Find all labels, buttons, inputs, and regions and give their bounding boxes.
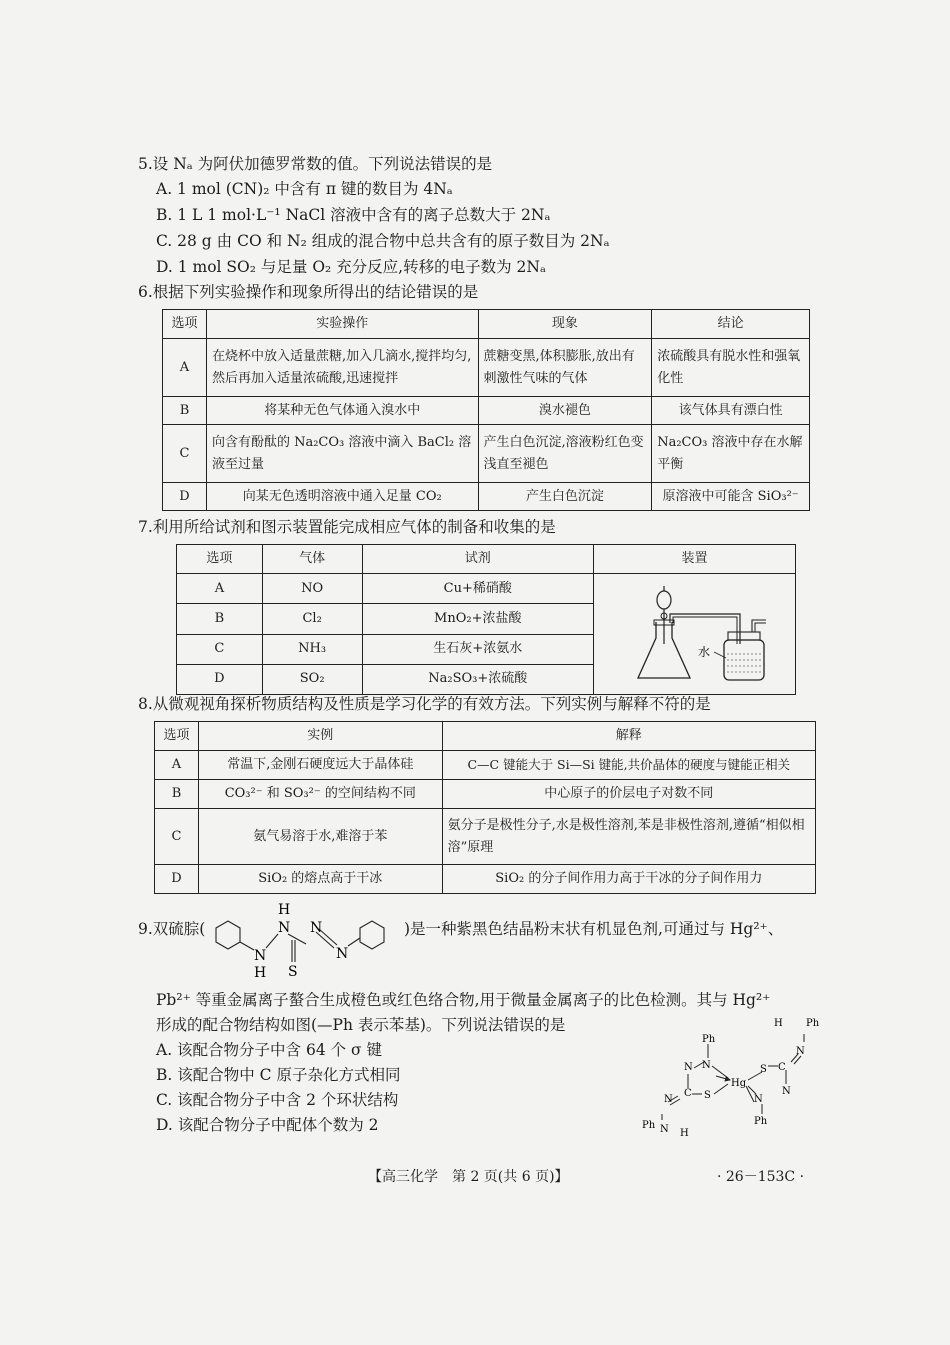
gas-apparatus-diagram xyxy=(594,574,794,686)
table-row xyxy=(177,574,796,604)
q6-stem: 6.根据下列实验操作和现象所得出的结论错误的是 xyxy=(138,283,479,301)
struct-s: S xyxy=(288,964,298,980)
table-row xyxy=(163,483,810,511)
struct-n-1: N xyxy=(278,920,291,936)
s-a: S xyxy=(704,1090,711,1101)
q8-row-a-option: A xyxy=(155,751,199,780)
q9-option-d: D. 该配合物分子中配体个数为 2 xyxy=(156,1116,379,1134)
q8-row-c-example: 氨气易溶于水,难溶于苯 xyxy=(198,809,442,865)
q7-apparatus-cell xyxy=(593,574,795,695)
table-row xyxy=(155,751,816,780)
q5-option-a: A. 1 mol (CN)₂ 中含有 π 键的数目为 4Nₐ xyxy=(156,180,453,198)
funnel-bulb xyxy=(657,591,671,609)
q8-header-example: 实例 xyxy=(198,722,442,751)
q8-stem: 8.从微观视角探析物质结构及性质是学习化学的有效方法。下列实例与解释不符的是 xyxy=(138,695,711,713)
struct-n-3: N xyxy=(254,948,267,964)
struct-n-4: N xyxy=(336,946,349,962)
q6-header-option: 选项 xyxy=(163,310,207,339)
q8-header-row xyxy=(155,722,816,751)
n-c: N xyxy=(754,1094,763,1105)
n-a: N xyxy=(702,1060,711,1071)
q9-option-a: A. 该配合物分子中含 64 个 σ 键 xyxy=(156,1041,383,1059)
q7-row-d-reagent: Na₂SO₃+浓硫酸 xyxy=(362,664,593,694)
q6-row-c-conclusion: Na₂CO₃ 溶液中存在水解平衡 xyxy=(652,425,810,483)
q6-row-d-operation: 向某无色透明溶液中通入足量 CO₂ xyxy=(206,483,478,511)
c-a: C xyxy=(684,1088,692,1099)
q7-row-d-gas: SO₂ xyxy=(262,664,362,694)
q9-option-b: B. 该配合物中 C 原子杂化方式相同 xyxy=(156,1066,401,1084)
q8-header-explanation: 解释 xyxy=(442,722,815,751)
q9-line2: Pb²⁺ 等重金属离子螯合生成橙色或红色络合物,用于微量金属离子的比色检测。其与 Hg²⁺ xyxy=(156,991,771,1009)
q6-row-b-option: B xyxy=(163,397,207,425)
q6-header-row xyxy=(163,310,810,339)
q8-table xyxy=(154,721,816,894)
q6-row-c-operation: 向含有酚酞的 Na₂CO₃ 溶液中滴入 BaCl₂ 溶液至过量 xyxy=(206,425,478,483)
q7-row-c-reagent: 生石灰+浓氨水 xyxy=(362,634,593,664)
hg-atom: Hg xyxy=(731,1078,747,1089)
benzene-ring-left xyxy=(216,921,240,949)
q5-option-d: D. 1 mol SO₂ 与足量 O₂ 充分反应,转移的电子数为 2Nₐ xyxy=(156,258,546,276)
table-row xyxy=(155,780,816,809)
table-row xyxy=(163,339,810,397)
q6-row-b-phenomenon: 溴水褪色 xyxy=(478,397,652,425)
q7-row-a-gas: NO xyxy=(262,574,362,604)
s-b: S xyxy=(760,1064,767,1075)
q7-header-option: 选项 xyxy=(177,545,263,574)
q6-row-b-operation: 将某种无色气体通入溴水中 xyxy=(206,397,478,425)
n-f: N xyxy=(664,1094,673,1105)
q5-option-b: B. 1 L 1 mol·L⁻¹ NaCl 溶液中含有的离子总数大于 2Nₐ xyxy=(156,206,551,224)
q9-option-c: C. 该配合物分子中含 2 个环状结构 xyxy=(156,1091,399,1109)
q6-header-operation: 实验操作 xyxy=(206,310,478,339)
q7-stem: 7.利用所给试剂和图示装置能完成相应气体的制备和收集的是 xyxy=(138,518,556,536)
q6-row-c-phenomenon: 产生白色沉淀,溶液粉红色变浅直至褪色 xyxy=(478,425,652,483)
q6-row-a-option: A xyxy=(163,339,207,397)
q9-stem-end: )是一种紫黑色结晶粉末状有机显色剂,可通过与 Hg²⁺、 xyxy=(404,920,784,938)
q6-row-d-phenomenon: 产生白色沉淀 xyxy=(478,483,652,511)
h-e: H xyxy=(774,1018,783,1029)
n-b: N xyxy=(684,1062,693,1073)
q6-row-a-conclusion: 浓硫酸具有脱水性和强氧化性 xyxy=(652,339,810,397)
q7-row-a-option: A xyxy=(177,574,263,604)
q7-row-d-option: D xyxy=(177,664,263,694)
q6-row-d-option: D xyxy=(163,483,207,511)
q7-header-gas: 气体 xyxy=(262,545,362,574)
q5-stem: 5.设 Nₐ 为阿伏加德罗常数的值。下列说法错误的是 xyxy=(138,155,493,173)
table-row xyxy=(163,425,810,483)
q7-row-b-gas: Cl₂ xyxy=(262,604,362,634)
ph-top: Ph xyxy=(702,1034,716,1045)
c-b: C xyxy=(778,1062,786,1073)
q8-row-b-example: CO₃²⁻ 和 SO₃²⁻ 的空间结构不同 xyxy=(198,780,442,809)
table-row xyxy=(155,809,816,865)
q7-table xyxy=(176,544,796,695)
exam-code: · 26－153C · xyxy=(717,1169,805,1185)
q8-row-b-option: B xyxy=(155,780,199,809)
q8-row-c-option: C xyxy=(155,809,199,865)
hg-complex-structure xyxy=(636,1014,836,1138)
q6-row-a-phenomenon: 蔗糖变黑,体积膨胀,放出有刺激性气味的气体 xyxy=(478,339,652,397)
q6-header-phenomenon: 现象 xyxy=(478,310,652,339)
q8-row-b-explanation: 中心原子的价层电子对数不同 xyxy=(442,780,815,809)
water-level xyxy=(727,654,761,672)
dithizone-structure xyxy=(206,900,406,982)
q6-row-d-conclusion: 原溶液中可能含 SiO₃²⁻ xyxy=(652,483,810,511)
q8-row-d-explanation: SiO₂ 的分子间作用力高于干冰的分子间作用力 xyxy=(442,865,815,894)
q7-header-apparatus: 装置 xyxy=(593,545,795,574)
q8-row-d-example: SiO₂ 的熔点高于干冰 xyxy=(198,865,442,894)
struct-h-top: H xyxy=(278,902,291,918)
q6-row-b-conclusion: 该气体具有漂白性 xyxy=(652,397,810,425)
q6-table xyxy=(162,309,810,511)
q8-row-d-option: D xyxy=(155,865,199,894)
q6-row-c-option: C xyxy=(163,425,207,483)
q7-header-row xyxy=(177,545,796,574)
q7-header-reagent: 试剂 xyxy=(362,545,593,574)
q7-row-c-gas: NH₃ xyxy=(262,634,362,664)
q8-row-a-example: 常温下,金刚石硬度远大于晶体硅 xyxy=(198,751,442,780)
q8-row-a-explanation: C—C 键能大于 Si—Si 键能,共价晶体的硬度与键能正相关 xyxy=(442,751,815,780)
ph-left: Ph xyxy=(642,1120,656,1131)
q7-row-c-option: C xyxy=(177,634,263,664)
ph-right: Ph xyxy=(806,1018,820,1029)
q8-row-c-explanation: 氨分子是极性分子,水是极性溶剂,苯是非极性溶剂,遵循“相似相溶”原理 xyxy=(442,809,815,865)
page-footer: 【高三化学 第 2 页(共 6 页)】 xyxy=(368,1169,569,1185)
q7-row-a-reagent: Cu+稀硝酸 xyxy=(362,574,593,604)
struct-n-2: N xyxy=(310,920,323,936)
q7-row-b-reagent: MnO₂+浓盐酸 xyxy=(362,604,593,634)
n-g: N xyxy=(660,1124,669,1135)
n-d: N xyxy=(782,1086,791,1097)
benzene-ring-right xyxy=(360,921,384,949)
q7-row-b-option: B xyxy=(177,604,263,634)
struct-h-bottom: H xyxy=(254,965,267,981)
q9-stem-start: 9.双硫腙( xyxy=(138,920,206,938)
water-label: 水 xyxy=(697,645,710,659)
q6-row-a-operation: 在烧杯中放入适量蔗糖,加入几滴水,搅拌均匀,然后再加入适量浓硫酸,迅速搅拌 xyxy=(206,339,478,397)
table-row xyxy=(155,865,816,894)
table-row xyxy=(163,397,810,425)
n-e: N xyxy=(796,1046,805,1057)
q9-line3: 形成的配合物结构如图(—Ph 表示苯基)。下列说法错误的是 xyxy=(156,1016,566,1034)
q5-option-c: C. 28 g 由 CO 和 N₂ 组成的混合物中总共含有的原子数目为 2Nₐ xyxy=(156,232,610,250)
q8-header-option: 选项 xyxy=(155,722,199,751)
h-g: H xyxy=(680,1128,689,1138)
q6-header-conclusion: 结论 xyxy=(652,310,810,339)
ph-bottom: Ph xyxy=(754,1116,768,1127)
